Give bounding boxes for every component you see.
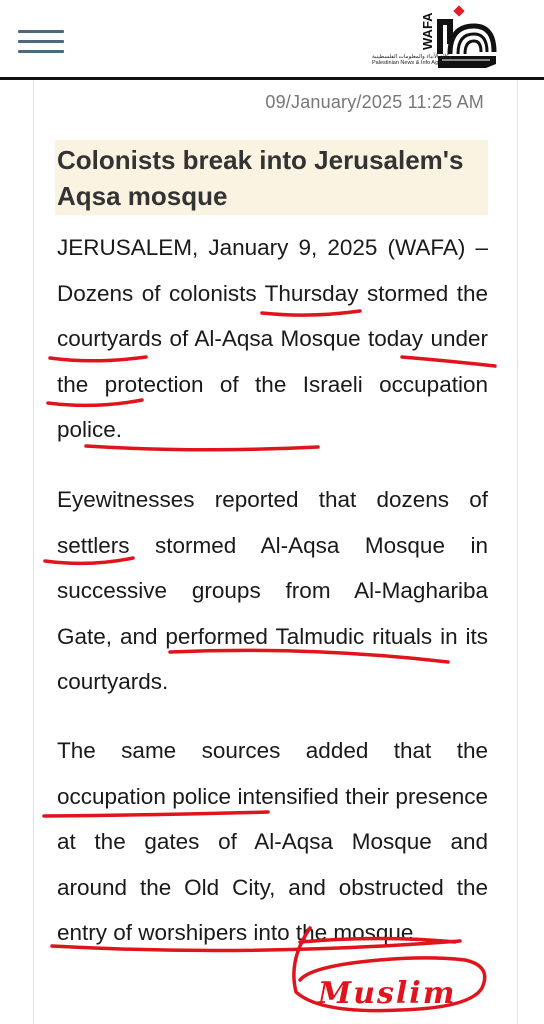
article-paragraph-1: JERUSALEM, January 9, 2025 (WAFA) – Dozens of colonists Thursday stormed the courtyards of Al-Aqsa Mosque today under the protection of the Israeli occupation police. [57, 235, 488, 442]
content-border-left [33, 80, 34, 1024]
header-divider [0, 77, 544, 80]
logo-english-name: Palestinian News & Info Agency [372, 60, 450, 66]
article-paragraph-3: The same sources added that the occupation police intensified their presence at the gates of Al-Aqsa Mosque and around the Old City, and obstructed the entry of worshipers into the mosque. [57, 738, 488, 945]
handwritten-muslim: Muslim [318, 976, 457, 1011]
hamburger-menu-icon[interactable] [18, 30, 64, 54]
logo-wordmark: WAFA [420, 12, 435, 50]
logo-arabic-name: وكالة الأنباء والمعلومات الفلسطينية [372, 54, 452, 60]
content-border-right [517, 80, 518, 1024]
article-title: Colonists break into Jerusalem's Aqsa mosque [57, 145, 464, 211]
article-date: 09/January/2025 11:25 AM [265, 92, 484, 112]
top-bar [0, 0, 544, 80]
article-paragraph-2: Eyewitnesses reported that dozens of settlers stormed Al-Aqsa Mosque in successive groups from Al-Maghariba Gate, and performed Talmudic rituals in its courtyards. [57, 487, 488, 694]
